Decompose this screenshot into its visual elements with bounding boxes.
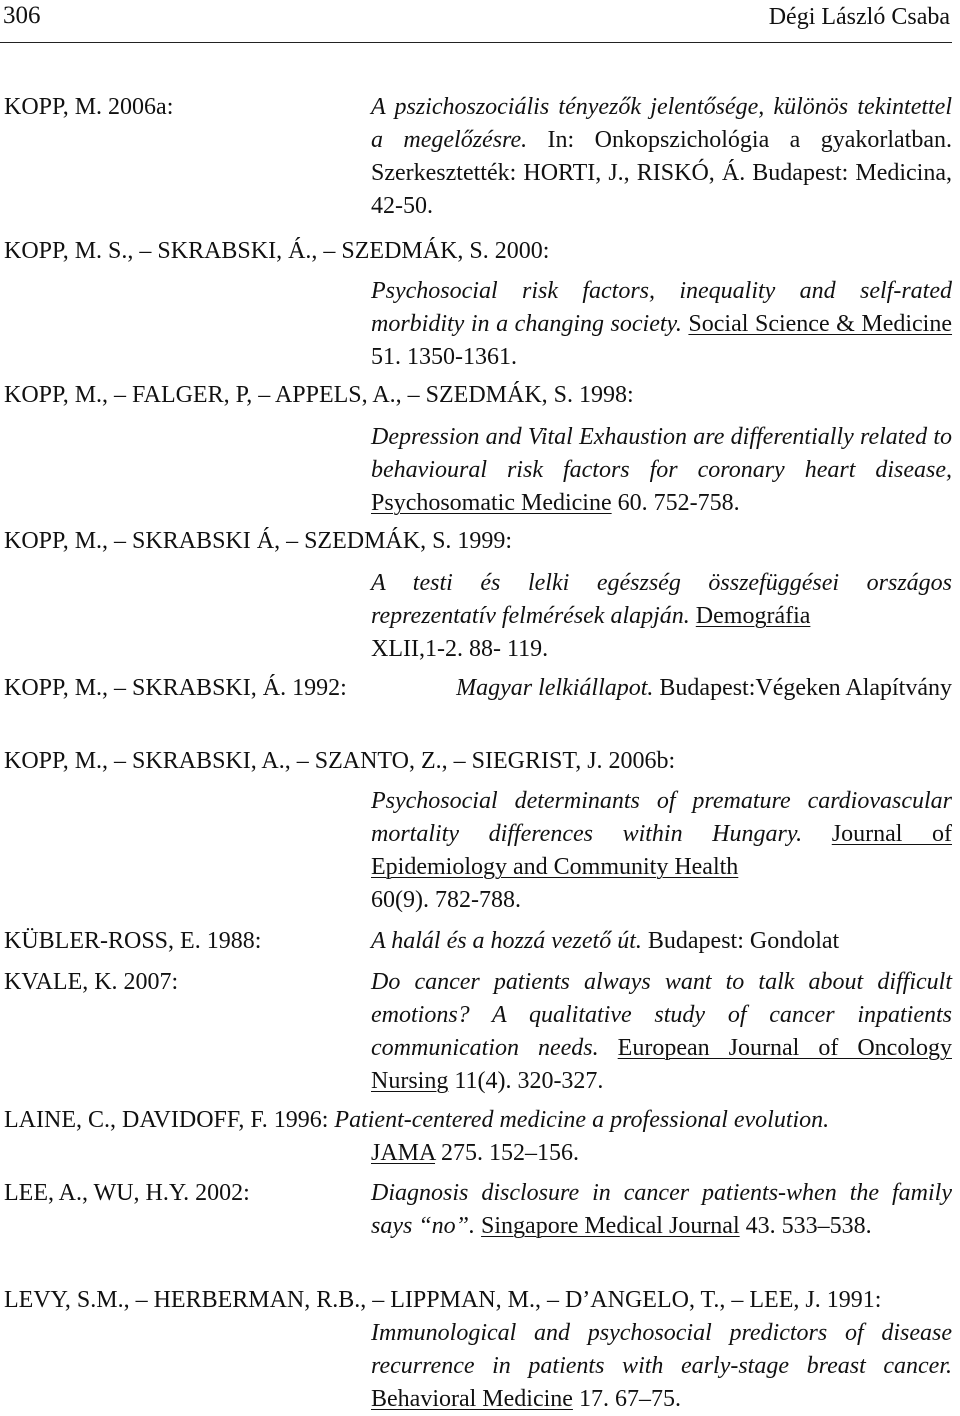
reference-entry xyxy=(4,525,952,666)
reference-body xyxy=(4,1104,952,1170)
reference-body-continued xyxy=(371,1317,952,1416)
reference-title: Psychosocial determinants of premature cardiovascular mortality differences within Hungary. xyxy=(371,788,952,847)
reference-entry xyxy=(4,745,952,917)
reference-title: A testi és lelki egészség összefüggései országos reprezentatív felmérések alapján. xyxy=(371,570,952,629)
reference-details: In: Onkopszichológia a gyakorlatban. Szerkesztették: HORTI, J., RISKÓ, Á. Budapest: Medicina, 42-50. xyxy=(371,127,952,219)
reference-body xyxy=(371,785,952,917)
running-head-author: Dégi László Csaba xyxy=(768,4,950,30)
reference-journal-link[interactable]: European Journal of Oncology Nursing xyxy=(371,1035,952,1094)
reference-title: A pszichoszociális tényezők jelentősége, különös tekintettel a megelőzésre. xyxy=(371,94,952,153)
reference-journal-link[interactable]: Singapore Medical Journal xyxy=(481,1213,740,1239)
reference-details: 60(9). 782-788. xyxy=(371,887,521,913)
reference-entry xyxy=(4,91,952,223)
reference-author-year: KOPP, M., – SKRABSKI, Á. 1992: xyxy=(4,675,347,701)
page-header xyxy=(0,0,952,43)
reference-body xyxy=(371,925,952,958)
reference-entry xyxy=(4,235,952,374)
reference-author-year: LEVY, S.M., – HERBERMAN, R.B., – LIPPMAN, M., – D’ANGELO, T., – LEE, J. 1991: xyxy=(4,1287,882,1313)
reference-details: 43. 533–538. xyxy=(739,1213,872,1239)
reference-title: Diagnosis disclosure in cancer patients-when the family says “no”. xyxy=(371,1180,952,1239)
reference-title: Magyar lelkiállapot. xyxy=(456,675,654,701)
reference-title: Psychosocial risk factors, inequality and self-rated morbidity in a changing society. xyxy=(371,278,952,337)
reference-journal-link[interactable]: Behavioral Medicine xyxy=(371,1386,573,1412)
reference-entry xyxy=(4,966,952,1098)
reference-details: 60. 752-758. xyxy=(611,490,740,516)
reference-entry xyxy=(4,672,952,705)
page-number: 306 xyxy=(3,2,41,29)
reference-author-year: KOPP, M., – SKRABSKI, A., – SZANTO, Z., – SIEGRIST, J. 2006b: xyxy=(4,748,676,774)
reference-details: 275. 152–156. xyxy=(435,1140,580,1166)
reference-details: 11(4). 320-327. xyxy=(448,1068,604,1094)
reference-author-year: KOPP, M., – FALGER, P, – APPELS, A., – SZEDMÁK, S. 1998: xyxy=(4,382,634,408)
reference-entry xyxy=(4,1177,952,1243)
reference-body xyxy=(371,421,952,520)
reference-entry xyxy=(4,1104,952,1170)
reference-title: Do cancer patients always want to talk about difficult emotions? A qualitative study of cancer inpatients communication needs. xyxy=(371,969,952,1061)
reference-title: A halál és a hozzá vezető út. xyxy=(371,928,642,954)
reference-entry xyxy=(4,925,952,958)
reference-title: Depression and Vital Exhaustion are differentially related to behavioural risk factors for coronary heart disease, xyxy=(371,424,952,483)
reference-author-year: KÜBLER-ROSS, E. 1988: xyxy=(4,928,262,954)
reference-body xyxy=(371,91,952,223)
reference-details: 17. 67–75. xyxy=(572,1386,681,1412)
reference-body xyxy=(4,1284,952,1317)
reference-journal-link[interactable]: Journal of Epidemiology and Community Health xyxy=(371,821,952,880)
reference-journal-link[interactable]: Psychosomatic Medicine xyxy=(371,490,612,516)
reference-first-line xyxy=(4,672,952,705)
reference-body xyxy=(371,966,952,1098)
reference-body xyxy=(371,1177,952,1243)
reference-author-year: KOPP, M. 2006a: xyxy=(4,94,174,120)
reference-details: Budapest: Gondolat xyxy=(641,928,840,954)
reference-author-year: KVALE, K. 2007: xyxy=(4,969,179,995)
reference-journal-link[interactable]: Social Science & Medicine xyxy=(688,311,953,337)
reference-journal-link[interactable]: JAMA xyxy=(371,1140,436,1166)
reference-details: Budapest:Végeken Alapítvány xyxy=(653,675,952,701)
reference-author-year: KOPP, M., – SKRABSKI Á, – SZEDMÁK, S. 1999: xyxy=(4,528,513,554)
reference-title: Immunological and psychosocial predictors of disease recurrence in patients with early-stage breast cancer. xyxy=(371,1320,952,1379)
reference-author-year: LEE, A., WU, H.Y. 2002: xyxy=(4,1180,250,1206)
reference-body xyxy=(371,275,952,374)
reference-body xyxy=(371,567,952,666)
reference-title: Patient-centered medicine a professional evolution. xyxy=(334,1107,830,1133)
reference-details: 51. 1350-1361. xyxy=(371,344,517,370)
reference-details: XLII,1-2. 88- 119. xyxy=(371,636,549,662)
reference-journal-link[interactable]: Demográfia xyxy=(695,603,811,629)
reference-author-year: KOPP, M. S., – SKRABSKI, Á., – SZEDMÁK, S. 2000: xyxy=(4,238,550,264)
reference-entry xyxy=(4,379,952,520)
reference-entry xyxy=(4,1284,952,1416)
reference-author-year: LAINE, C., DAVIDOFF, F. 1996: xyxy=(4,1107,329,1133)
